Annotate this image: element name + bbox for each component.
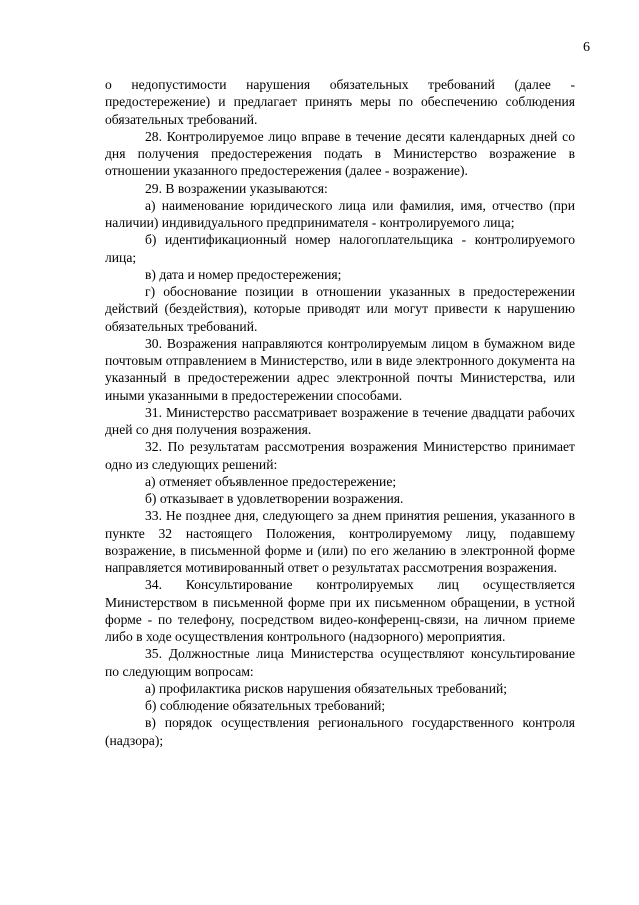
paragraph: б) соблюдение обязательных требований;: [145, 698, 386, 713]
paragraph: 30. Возражения направляются контролируемым лицом в бумажном виде почтовым отправлением в Министерство, или в виде электронного документа на указанный в предостережении адрес электронной почты Министерства, или иными указанными в предостережении способами.: [105, 335, 575, 403]
paragraph: 33. Не позднее дня, следующего за днем принятия решения, указанного в пункте 32 настоящего Положения, контролируемому лицу, подавшему возражение, в письменной форме и (или) по его желанию в электронной форме направляется мотивированный ответ о результатах рассмотрения возражения.: [105, 508, 575, 575]
paragraph: 32. По результатам рассмотрения возражения Министерство принимает одно из следующих решений:: [105, 439, 575, 472]
paragraph: а) наименование юридического лица или фамилия, имя, отчество (при наличии) индивидуального предпринимателя - контролируемого лица;: [105, 197, 575, 230]
document-body: [105, 76, 575, 749]
paragraph: в) порядок осуществления регионального государственного контроля (надзора);: [105, 715, 575, 748]
paragraph: 35. Должностные лица Министерства осуществляют консультирование по следующим вопросам:: [105, 646, 575, 679]
paragraph: 29. В возражении указываются:: [145, 180, 328, 196]
paragraph: в) дата и номер предостережения;: [145, 266, 342, 282]
paragraph: г) обоснование позиции в отношении указанных в предостережении действий (бездействия), которые приводят или могут привести к нарушению обязательных требований.: [105, 284, 575, 334]
page-number: 6: [583, 40, 590, 55]
paragraph: а) отменяет объявленное предостережение;: [145, 473, 397, 489]
paragraph: 31. Министерство рассматривает возражение в течение двадцати рабочих дней со дня получения возражения.: [105, 404, 575, 437]
paragraph: а) профилактика рисков нарушения обязательных требований;: [145, 680, 508, 696]
paragraph: о недопустимости нарушения обязательных требований (далее - предостережение) и предлагает принять меры по обеспечению соблюдения обязательных требований.: [105, 77, 575, 127]
paragraph: 28. Контролируемое лицо вправе в течение десяти календарных дней со дня получения предостережения подать в Министерство возражение в отношении указанного предостережения (далее - возражение).: [105, 128, 575, 179]
paragraph: б) отказывает в удовлетворении возражения.: [145, 491, 404, 506]
paragraph: 34. Консультирование контролируемых лиц осуществляется Министерством в письменной форме при их письменном обращении, в устной форме - по телефону, посредством видео-конференц-связи, на личном приеме либо в ходе осуществления контрольного (надзорного) мероприятия.: [105, 577, 575, 644]
paragraph: б) идентификационный номер налогоплательщика - контролируемого лица;: [105, 232, 575, 265]
